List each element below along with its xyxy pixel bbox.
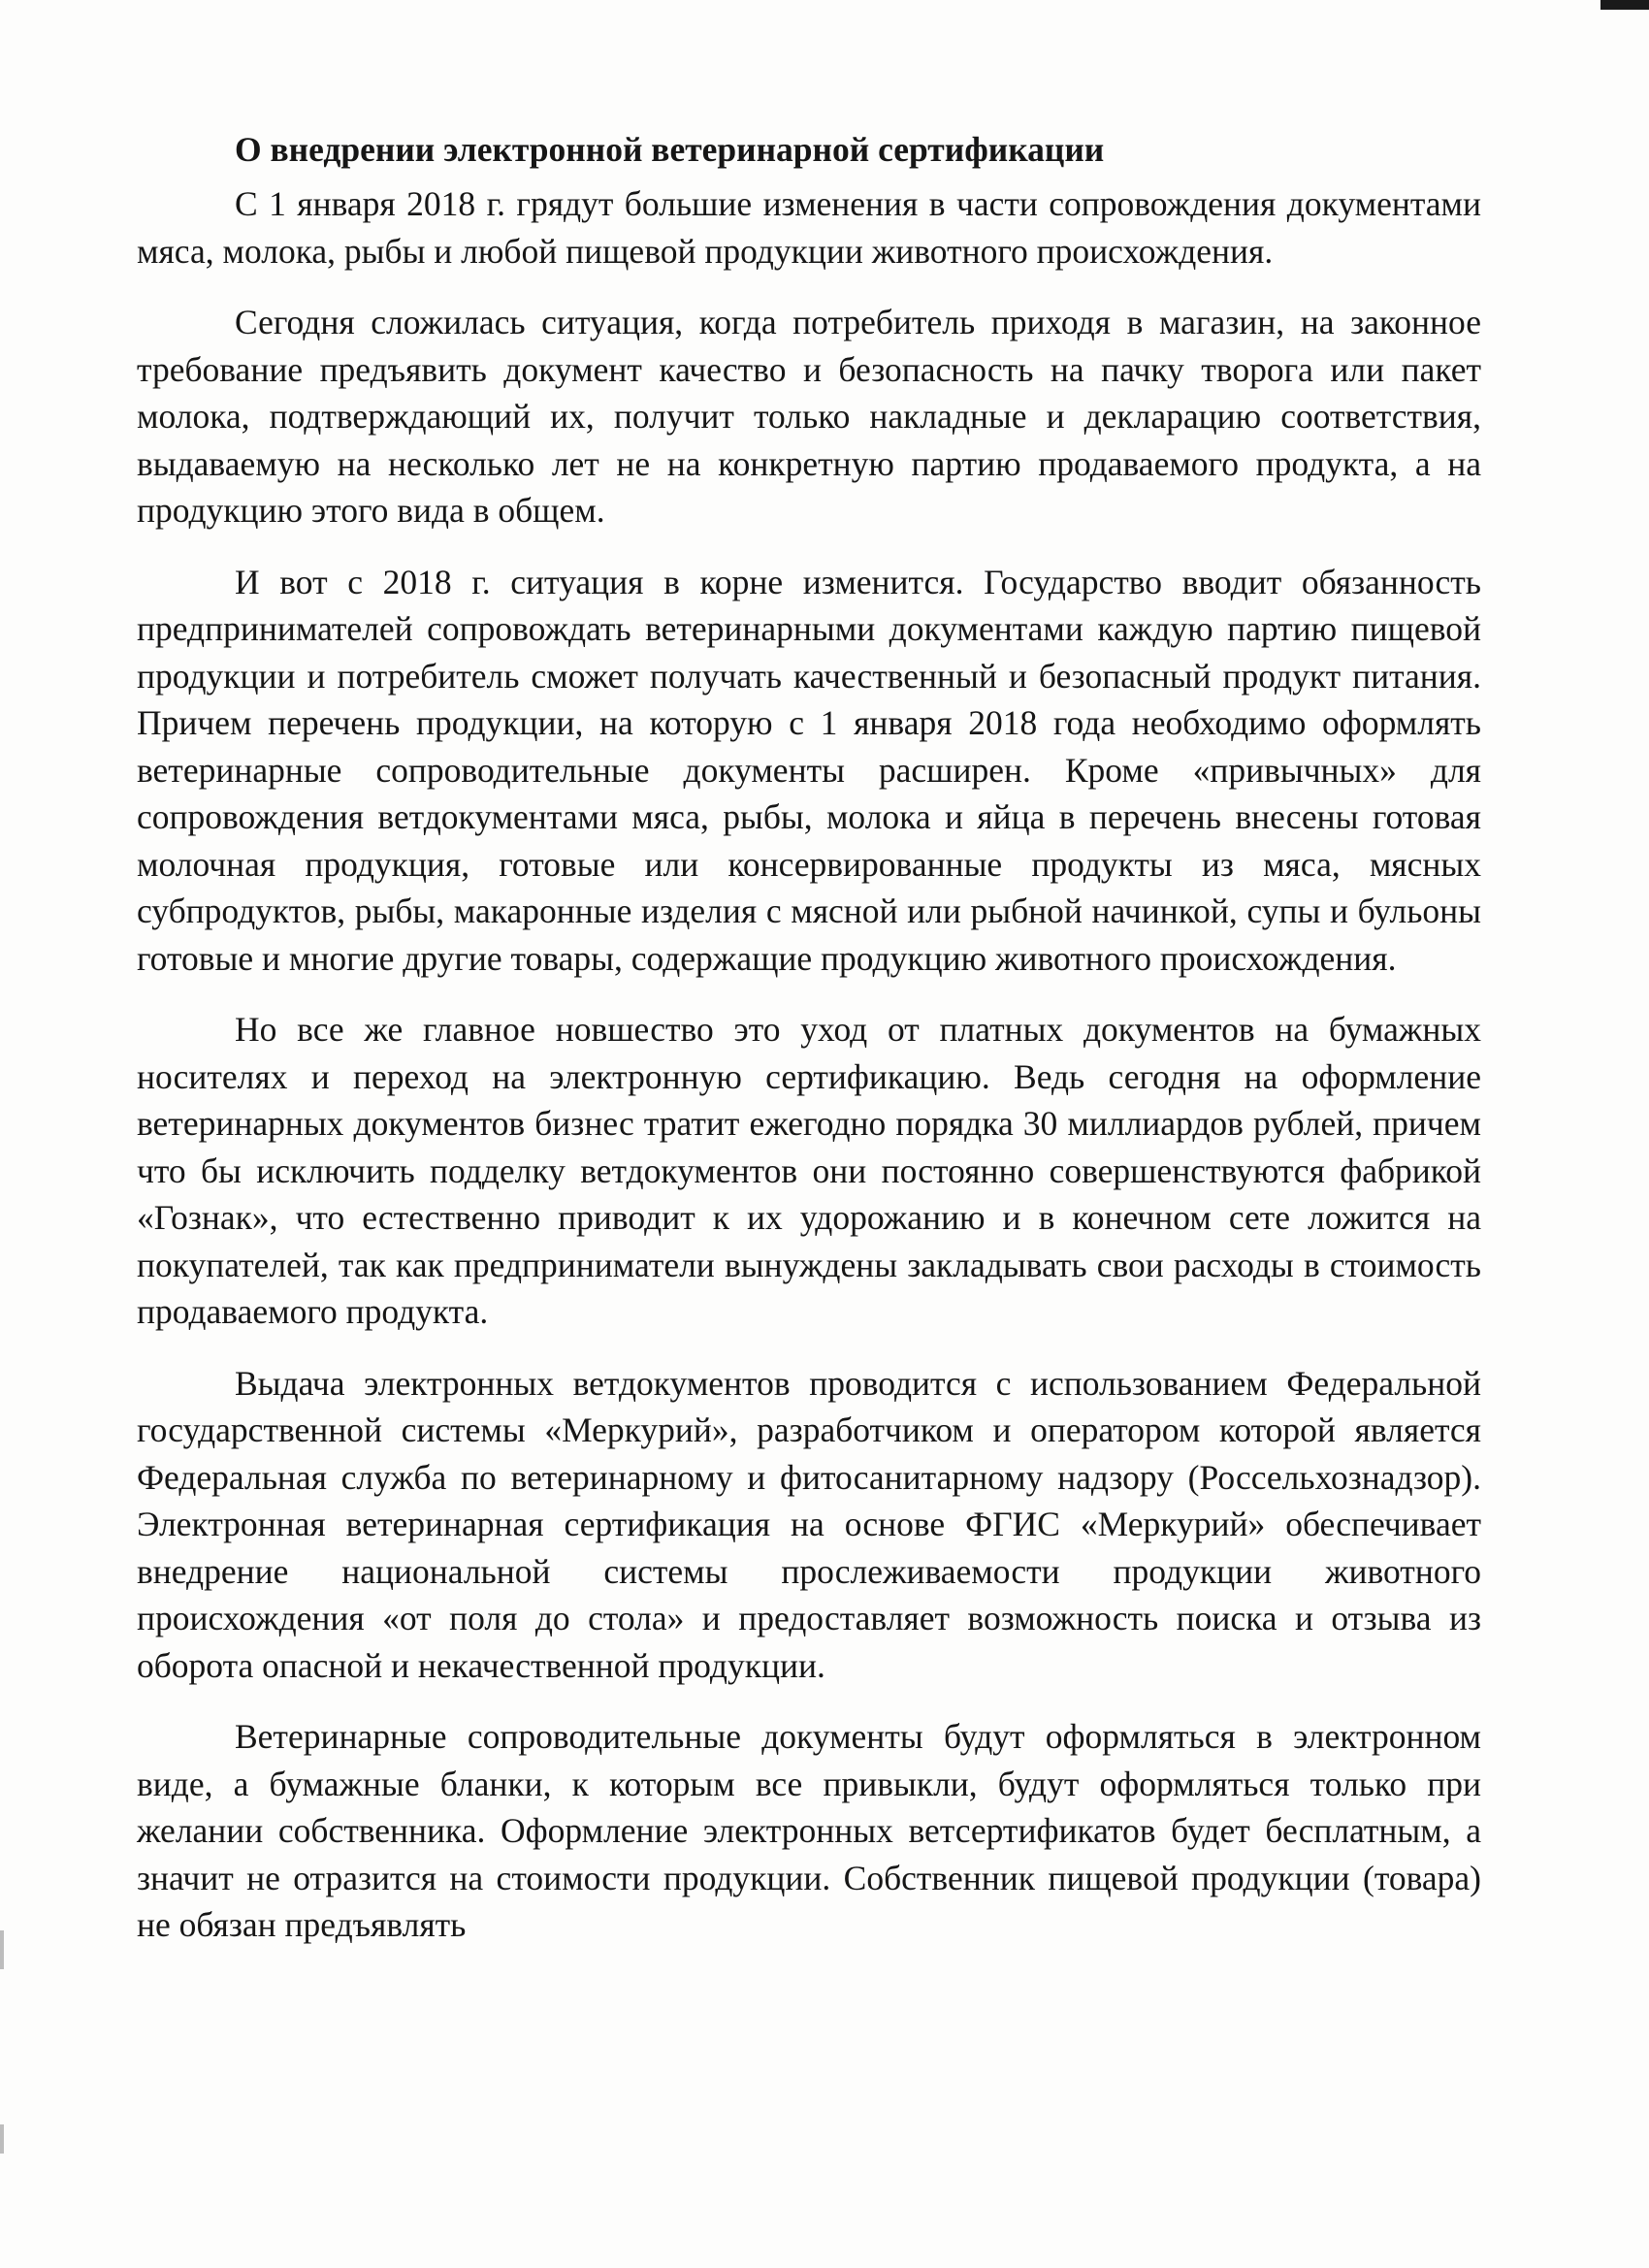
scan-edge-mark [0, 2124, 4, 2154]
paragraph-6: Ветеринарные сопроводительные документы будут оформляться в электронном виде, а бумажные бланки, к которым все привыкли, будут оформляться только при желании собственника. Оформление электронных ветсертификатов будет бесплатным, а значит не отразится на стоимости продукции. Собственник пищевой продукции (товара) не обязан предъявлять [137, 1717, 1481, 1944]
paragraph-4: Но все же главное новшество это уход от платных документов на бумажных носителях и переход на электронную сертификацию. Ведь сегодня на оформление ветеринарных документов бизнес тратит ежегодно порядка 30 миллиардов рублей, причем что бы исключить подделку ветдокументов они постоянно совершенствуются фабрикой «Гознак», что естественно приводит к их удорожанию и в конечном сете ложится на покупателей, так как предприниматели вынуждены закладывать свои расходы в стоимость продаваемого продукта. [137, 1010, 1481, 1331]
paragraph-1: С 1 января 2018 г. грядут большие изменения в части сопровождения документами мяса, молока, рыбы и любой пищевой продукции животного происхождения. [137, 184, 1481, 271]
paragraph-2: Сегодня сложилась ситуация, когда потребитель приходя в магазин, на законное требование предъявить документ качество и безопасность на пачку творога или пакет молока, подтверждающий их, получит только накладные и декларацию соответствия, выдаваемую на несколько лет не на конкретную партию продаваемого продукта, а на продукцию этого вида в общем. [137, 303, 1481, 530]
scan-edge-mark [0, 1930, 4, 1969]
paragraph-3: И вот с 2018 г. ситуация в корне изменится. Государство вводит обязанность предпринимателей сопровождать ветеринарными документами каждую партию пищевой продукции и потребитель сможет получать качественный и безопасный продукт питания. Причем перечень продукции, на которую с 1 января 2018 года необходимо оформлять ветеринарные сопроводительные документы расширен. Кроме «привычных» для сопровождения ветдокументами мяса, рыбы, молока и яйца в перечень внесены готовая молочная продукция, готовые или консервированные продукты из мяса, мясных субпродуктов, рыбы, макаронные изделия с мясной или рыбной начинкой, супы и бульоны готовые и многие другие товары, содержащие продукцию животного происхождения. [137, 562, 1481, 978]
document-body [137, 126, 1481, 1973]
scan-corner-mark [1600, 0, 1649, 10]
paragraph-5: Выдача электронных ветдокументов проводится с использованием Федеральной государственной системы «Меркурий», разработчиком и оператором которой является Федеральная служба по ветеринарному и фитосанитарному надзору (Россельхознадзор). Электронная ветеринарная сертификация на основе ФГИС «Меркурий» обеспечивает внедрение национальной системы прослеживаемости продукции животного происхождения «от поля до стола» и предоставляет возможность поиска и отзыва из оборота опасной и некачественной продукции. [137, 1363, 1481, 1685]
document-title: О внедрении электронной ветеринарной сертификации [235, 130, 1105, 169]
